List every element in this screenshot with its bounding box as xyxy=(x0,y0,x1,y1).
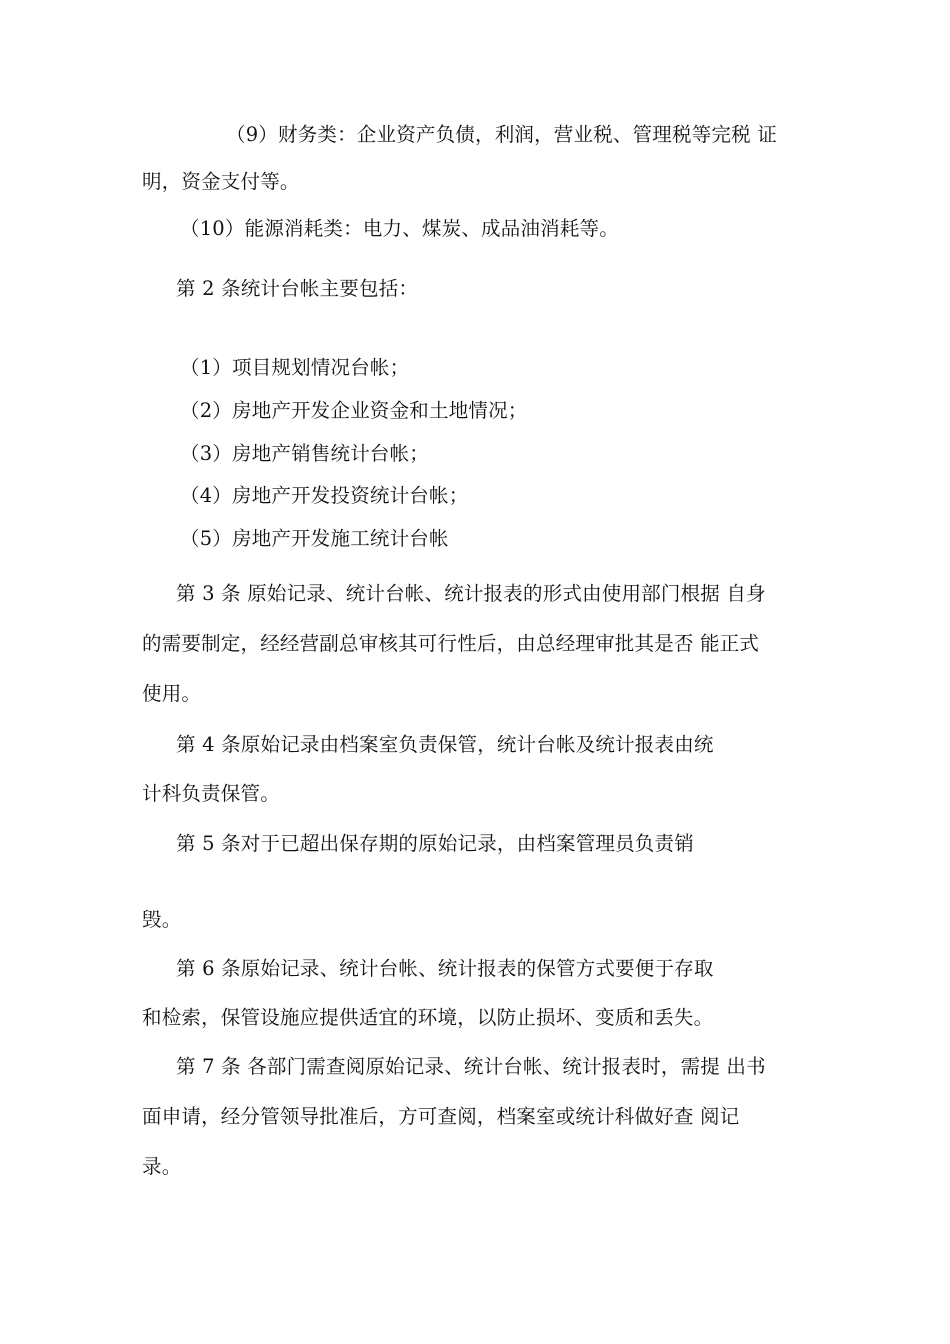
text-line: 第 3 条 原始记录、统计台帐、统计报表的形式由使用部门根据 自身 xyxy=(176,582,766,605)
text-line: （10）能源消耗类：电力、煤炭、成品油消耗等。 xyxy=(180,217,619,240)
list-item: （2）房地产开发企业资金和土地情况； xyxy=(180,399,528,422)
text-line: 录。 xyxy=(142,1155,182,1178)
list-item: （1）项目规划情况台帐； xyxy=(180,356,410,379)
list-item: （5）房地产开发施工统计台帐 xyxy=(180,527,449,550)
text-line: 毁。 xyxy=(142,908,182,931)
text-line: 第 5 条对于已超出保存期的原始记录，由档案管理员负责销 xyxy=(176,832,694,855)
text-line: 第 7 条 各部门需查阅原始记录、统计台帐、统计报表时，需提 出书 xyxy=(176,1055,766,1078)
text-line: （9）财务类：企业资产负债，利润，营业税、管理税等完税 证 xyxy=(226,123,777,146)
text-line: 明，资金支付等。 xyxy=(142,170,300,193)
text-line: 第 6 条原始记录、统计台帐、统计报表的保管方式要便于存取 xyxy=(176,957,714,980)
text-line: 计科负责保管。 xyxy=(142,782,280,805)
list-item: （3）房地产销售统计台帐； xyxy=(180,442,430,465)
text-line: 第 2 条统计台帐主要包括： xyxy=(176,277,419,300)
text-line: 使用。 xyxy=(142,682,202,705)
text-line: 和检索，保管设施应提供适宜的环境，以防止损坏、变质和丢失。 xyxy=(142,1006,714,1029)
text-line: 的需要制定，经经营副总审核其可行性后，由总经理审批其是否 能正式 xyxy=(142,632,760,655)
list-item: （4）房地产开发投资统计台帐； xyxy=(180,484,469,507)
text-line: 第 4 条原始记录由档案室负责保管，统计台帐及统计报表由统 xyxy=(176,733,714,756)
text-line: 面申请，经分管领导批准后，方可查阅，档案室或统计科做好查 阅记 xyxy=(142,1105,740,1128)
